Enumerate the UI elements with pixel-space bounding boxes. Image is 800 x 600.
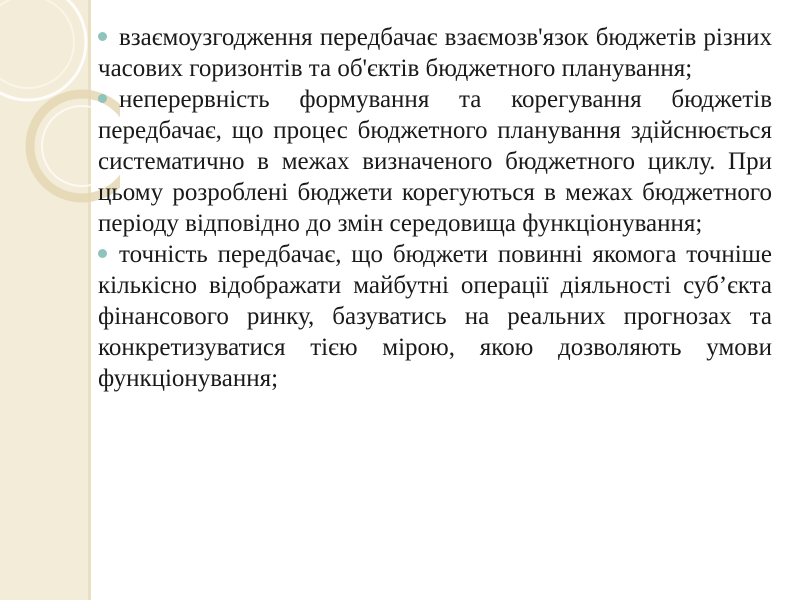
bullet-dot-icon	[98, 94, 107, 103]
list-item	[98, 84, 772, 239]
bullet-text: взаємоузгодження передбачає взаємозв'язок бюджетів різних часових горизонтів та об'єктів бюджетного планування;	[98, 24, 772, 82]
list-item	[98, 22, 772, 84]
bullet-list	[98, 22, 772, 394]
bullet-dot-icon	[98, 32, 107, 41]
bullet-dot-icon	[98, 249, 107, 258]
list-item	[98, 239, 772, 394]
bullet-text: точність передбачає, що бюджети повинні якомога точніше кількісно відображати майбутні операції діяльності суб’єкта фінансового ринку, базуватись на реальних прогнозах та конкретизуватися тією мірою, якою дозволяють умови функціонування;	[98, 241, 772, 392]
bullet-text: неперервність формування та корегування бюджетів передбачає, що процес бюджетного планування здійснюється систематично в межах визначеного бюджетного циклу. При цьому розроблені бюджети корегуються в межах бюджетного періоду відповідно до змін середовища функціонування;	[98, 86, 772, 237]
